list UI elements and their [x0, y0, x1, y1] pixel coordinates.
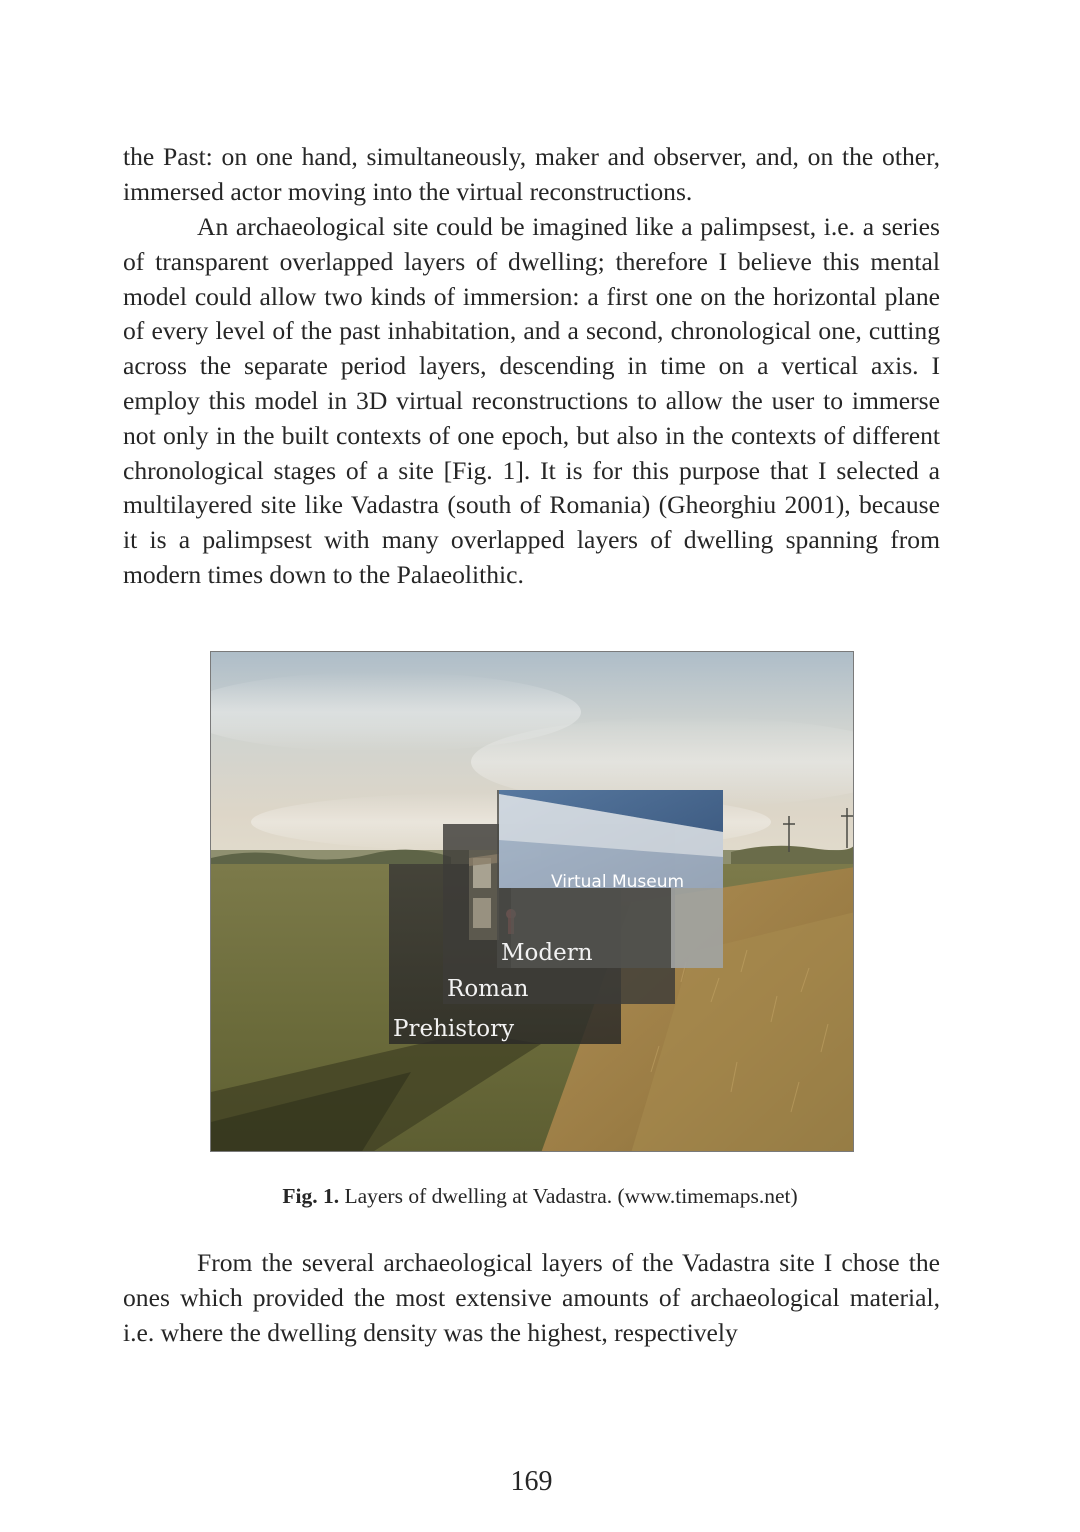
paragraph-1: the Past: on one hand, simultaneously, maker and observer, and, on the other, immersed actor moving into the virtual reconstructions. [123, 142, 940, 206]
page-number: 169 [510, 1466, 553, 1497]
paragraph-2: An archaeological site could be imagined like a palimpsest, i.e. a series of transparent overlapped layers of dwelling; therefore I believe this mental model could allow two kinds of immersion: a first one on the horizontal plane of every level of the past inhabitation, and a second, chronological one, cutting across the separate period layers, descending in time on a vertical axis. I employ this model in 3D virtual reconstructions to allow the user to immerse not only in the built contexts of one epoch, but also in the contexts of different chronological stages of a site [Fig. 1]. It is for this purpose that I selected a multilayered site like Vadastra (south of Romania) (Gheorghiu 2001), because it is a palimpsest with many overlapped layers of dwelling spanning from modern times down to the Palaeolithic. [123, 212, 940, 589]
figure-caption-label: Fig. 1. [282, 1184, 340, 1208]
virtual-museum-label: Virtual Museum [551, 872, 685, 892]
figure-caption-text: Layers of dwelling at Vadastra. (www.timemaps.net) [339, 1184, 798, 1208]
figure-1-image [210, 651, 854, 1152]
prehistory-label: Prehistory [393, 1016, 515, 1042]
modern-label: Modern [501, 940, 593, 966]
figure-caption [0, 1182, 1080, 1210]
paragraph-3: From the several archaeological layers of the Vadastra site I chose the ones which provided the most extensive amounts of archaeological material, i.e. where the dwelling density was the highest, respectively [123, 1248, 940, 1347]
roman-label: Roman [447, 976, 529, 1002]
